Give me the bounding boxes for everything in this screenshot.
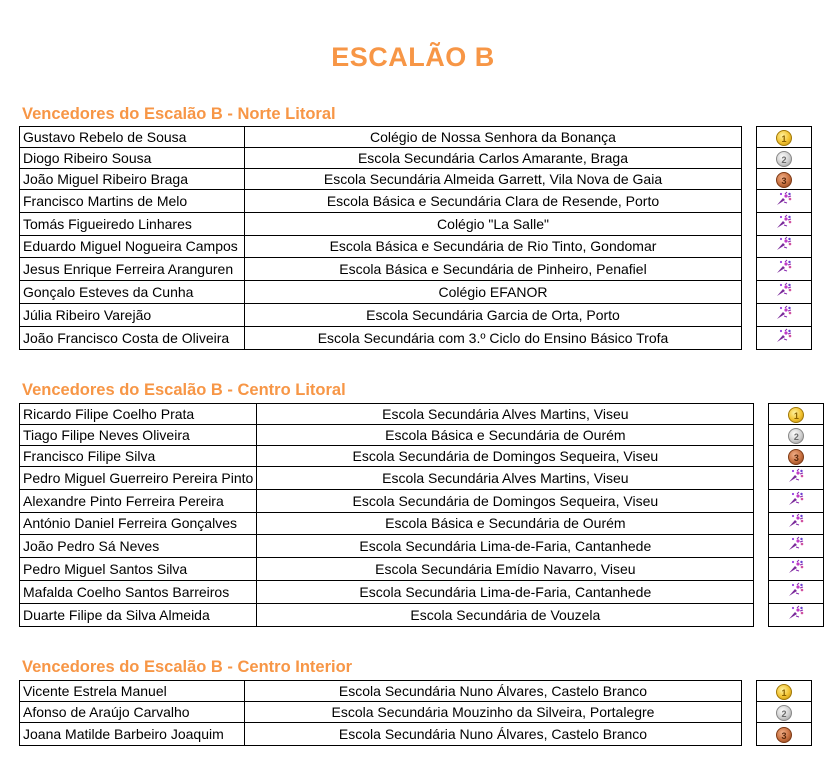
honorable-mention-icon xyxy=(787,536,805,557)
column-gap xyxy=(754,425,769,446)
school-name: Escola Secundária Garcia de Orta, Porto xyxy=(245,303,742,326)
award-cell xyxy=(757,723,812,746)
school-name: Colégio de Nossa Senhora da Bonança xyxy=(245,127,742,148)
award-cell xyxy=(769,446,824,467)
medal-number: 3 xyxy=(781,731,787,742)
award-cell xyxy=(757,702,812,723)
school-name: Escola Básica e Secundária de Ourém xyxy=(257,512,754,535)
honorable-mention-icon xyxy=(787,513,805,534)
honorable-mention-icon xyxy=(775,191,793,212)
school-name: Escola Secundária Alves Martins, Viseu xyxy=(257,404,754,425)
honorable-mention-icon xyxy=(775,328,793,349)
school-name: Escola Secundária Alves Martins, Viseu xyxy=(257,467,754,490)
award-cell xyxy=(757,127,812,148)
award-cell xyxy=(757,212,812,235)
column-gap xyxy=(742,281,757,304)
participant-name: Afonso de Araújo Carvalho xyxy=(20,702,245,723)
participant-name: Tomás Figueiredo Linhares xyxy=(20,212,245,235)
participant-name: Pedro Miguel Guerreiro Pereira Pinto xyxy=(20,467,257,490)
bronze-medal-icon xyxy=(776,727,792,743)
table-row xyxy=(20,169,812,190)
award-cell xyxy=(757,235,812,258)
column-gap xyxy=(754,558,769,581)
honorable-mention-icon xyxy=(787,559,805,580)
column-gap xyxy=(742,169,757,190)
table-row xyxy=(20,558,824,581)
column-gap xyxy=(742,148,757,169)
participant-name: Ricardo Filipe Coelho Prata xyxy=(20,404,257,425)
table-row xyxy=(20,580,824,603)
column-gap xyxy=(742,127,757,148)
table-row xyxy=(20,603,824,626)
award-cell xyxy=(757,303,812,326)
participant-name: Gonçalo Esteves da Cunha xyxy=(20,281,245,304)
school-name: Escola Secundária Mouzinho da Silveira, Portalegre xyxy=(245,702,742,723)
school-name: Escola Básica e Secundária de Rio Tinto, Gondomar xyxy=(245,235,742,258)
award-cell xyxy=(769,512,824,535)
participant-name: Vicente Estrela Manuel xyxy=(20,681,245,702)
participant-name: Gustavo Rebelo de Sousa xyxy=(20,127,245,148)
honorable-mention-icon xyxy=(775,305,793,326)
participant-name: Diogo Ribeiro Sousa xyxy=(20,148,245,169)
column-gap xyxy=(754,446,769,467)
section-title-centro-litoral: Vencedores do Escalão B - Centro Litoral xyxy=(22,381,346,399)
award-cell xyxy=(757,281,812,304)
column-gap xyxy=(742,326,757,349)
column-gap xyxy=(742,258,757,281)
school-name: Escola Secundária Emídio Navarro, Viseu xyxy=(257,558,754,581)
table-row xyxy=(20,281,812,304)
table-row xyxy=(20,258,812,281)
column-gap xyxy=(742,702,757,723)
award-cell xyxy=(769,467,824,490)
table-row xyxy=(20,723,812,746)
award-cell xyxy=(757,190,812,213)
medal-number: 3 xyxy=(781,176,787,187)
honorable-mention-icon xyxy=(775,282,793,303)
award-cell xyxy=(757,681,812,702)
column-gap xyxy=(754,580,769,603)
medal-number: 1 xyxy=(793,411,799,422)
school-name: Escola Secundária de Domingos Sequeira, Viseu xyxy=(257,489,754,512)
honorable-mention-icon xyxy=(775,259,793,280)
table-row xyxy=(20,212,812,235)
medal-number: 3 xyxy=(793,453,799,464)
column-gap xyxy=(754,467,769,490)
table-row xyxy=(20,303,812,326)
school-name: Escola Secundária Almeida Garrett, Vila Nova de Gaia xyxy=(245,169,742,190)
column-gap xyxy=(742,212,757,235)
participant-name: João Miguel Ribeiro Braga xyxy=(20,169,245,190)
participant-name: Eduardo Miguel Nogueira Campos xyxy=(20,235,245,258)
column-gap xyxy=(742,190,757,213)
column-gap xyxy=(754,404,769,425)
participant-name: Joana Matilde Barbeiro Joaquim xyxy=(20,723,245,746)
column-gap xyxy=(754,603,769,626)
section-title-norte-litoral: Vencedores do Escalão B - Norte Litoral xyxy=(22,105,336,123)
participant-name: João Pedro Sá Neves xyxy=(20,535,257,558)
award-cell xyxy=(769,489,824,512)
school-name: Escola Secundária com 3.º Ciclo do Ensino Básico Trofa xyxy=(245,326,742,349)
participant-name: Francisco Martins de Melo xyxy=(20,190,245,213)
column-gap xyxy=(742,681,757,702)
column-gap xyxy=(754,535,769,558)
award-cell xyxy=(769,425,824,446)
table-row xyxy=(20,681,812,702)
award-cell xyxy=(769,535,824,558)
participant-name: Jesus Enrique Ferreira Aranguren xyxy=(20,258,245,281)
participant-name: Francisco Filipe Silva xyxy=(20,446,257,467)
school-name: Escola Secundária de Domingos Sequeira, Viseu xyxy=(257,446,754,467)
medal-number: 2 xyxy=(781,155,787,166)
table-row xyxy=(20,512,824,535)
silver-medal-icon xyxy=(776,705,792,721)
gold-medal-icon xyxy=(776,130,792,146)
table-row xyxy=(20,446,824,467)
page-title: ESCALÃO B xyxy=(331,42,495,72)
table-row xyxy=(20,326,812,349)
column-gap xyxy=(742,723,757,746)
bronze-medal-icon xyxy=(776,172,792,188)
honorable-mention-icon xyxy=(787,491,805,512)
table-row xyxy=(20,127,812,148)
gold-medal-icon xyxy=(776,684,792,700)
table-row xyxy=(20,425,824,446)
table-row xyxy=(20,702,812,723)
school-name: Escola Básica e Secundária de Pinheiro, Penafiel xyxy=(245,258,742,281)
school-name: Escola Secundária Carlos Amarante, Braga xyxy=(245,148,742,169)
column-gap xyxy=(754,512,769,535)
school-name: Escola Secundária Lima-de-Faria, Cantanhede xyxy=(257,580,754,603)
award-cell xyxy=(769,558,824,581)
honorable-mention-icon xyxy=(775,214,793,235)
award-cell xyxy=(769,404,824,425)
school-name: Escola Secundária Lima-de-Faria, Cantanhede xyxy=(257,535,754,558)
award-cell xyxy=(769,603,824,626)
table-row xyxy=(20,404,824,425)
participant-name: António Daniel Ferreira Gonçalves xyxy=(20,512,257,535)
medal-number: 2 xyxy=(781,709,787,720)
column-gap xyxy=(742,303,757,326)
section-title-centro-interior: Vencedores do Escalão B - Centro Interior xyxy=(22,658,353,676)
participant-name: Duarte Filipe da Silva Almeida xyxy=(20,603,257,626)
participant-name: Tiago Filipe Neves Oliveira xyxy=(20,425,257,446)
award-cell xyxy=(769,580,824,603)
participant-name: Alexandre Pinto Ferreira Pereira xyxy=(20,489,257,512)
medal-number: 1 xyxy=(781,688,787,699)
medal-number: 2 xyxy=(793,432,799,443)
column-gap xyxy=(754,489,769,512)
school-name: Colégio EFANOR xyxy=(245,281,742,304)
school-name: Colégio "La Salle" xyxy=(245,212,742,235)
silver-medal-icon xyxy=(776,151,792,167)
table-row xyxy=(20,489,824,512)
medal-number: 1 xyxy=(781,134,787,145)
results-table-centro-litoral xyxy=(19,403,824,627)
table-row xyxy=(20,467,824,490)
table-row xyxy=(20,235,812,258)
school-name: Escola Básica e Secundária Clara de Resende, Porto xyxy=(245,190,742,213)
table-row xyxy=(20,535,824,558)
award-cell xyxy=(757,169,812,190)
results-table-centro-interior xyxy=(19,680,812,746)
silver-medal-icon xyxy=(788,428,804,444)
school-name: Escola Secundária de Vouzela xyxy=(257,603,754,626)
results-table-norte-litoral xyxy=(19,126,812,350)
award-cell xyxy=(757,258,812,281)
school-name: Escola Secundária Nuno Álvares, Castelo Branco xyxy=(245,723,742,746)
school-name: Escola Básica e Secundária de Ourém xyxy=(257,425,754,446)
table-row xyxy=(20,190,812,213)
participant-name: Mafalda Coelho Santos Barreiros xyxy=(20,580,257,603)
column-gap xyxy=(742,235,757,258)
bronze-medal-icon xyxy=(788,449,804,465)
honorable-mention-icon xyxy=(787,468,805,489)
honorable-mention-icon xyxy=(775,236,793,257)
participant-name: Júlia Ribeiro Varejão xyxy=(20,303,245,326)
participant-name: João Francisco Costa de Oliveira xyxy=(20,326,245,349)
award-cell xyxy=(757,148,812,169)
honorable-mention-icon xyxy=(787,582,805,603)
award-cell xyxy=(757,326,812,349)
honorable-mention-icon xyxy=(787,605,805,626)
participant-name: Pedro Miguel Santos Silva xyxy=(20,558,257,581)
table-row xyxy=(20,148,812,169)
gold-medal-icon xyxy=(788,407,804,423)
school-name: Escola Secundária Nuno Álvares, Castelo Branco xyxy=(245,681,742,702)
